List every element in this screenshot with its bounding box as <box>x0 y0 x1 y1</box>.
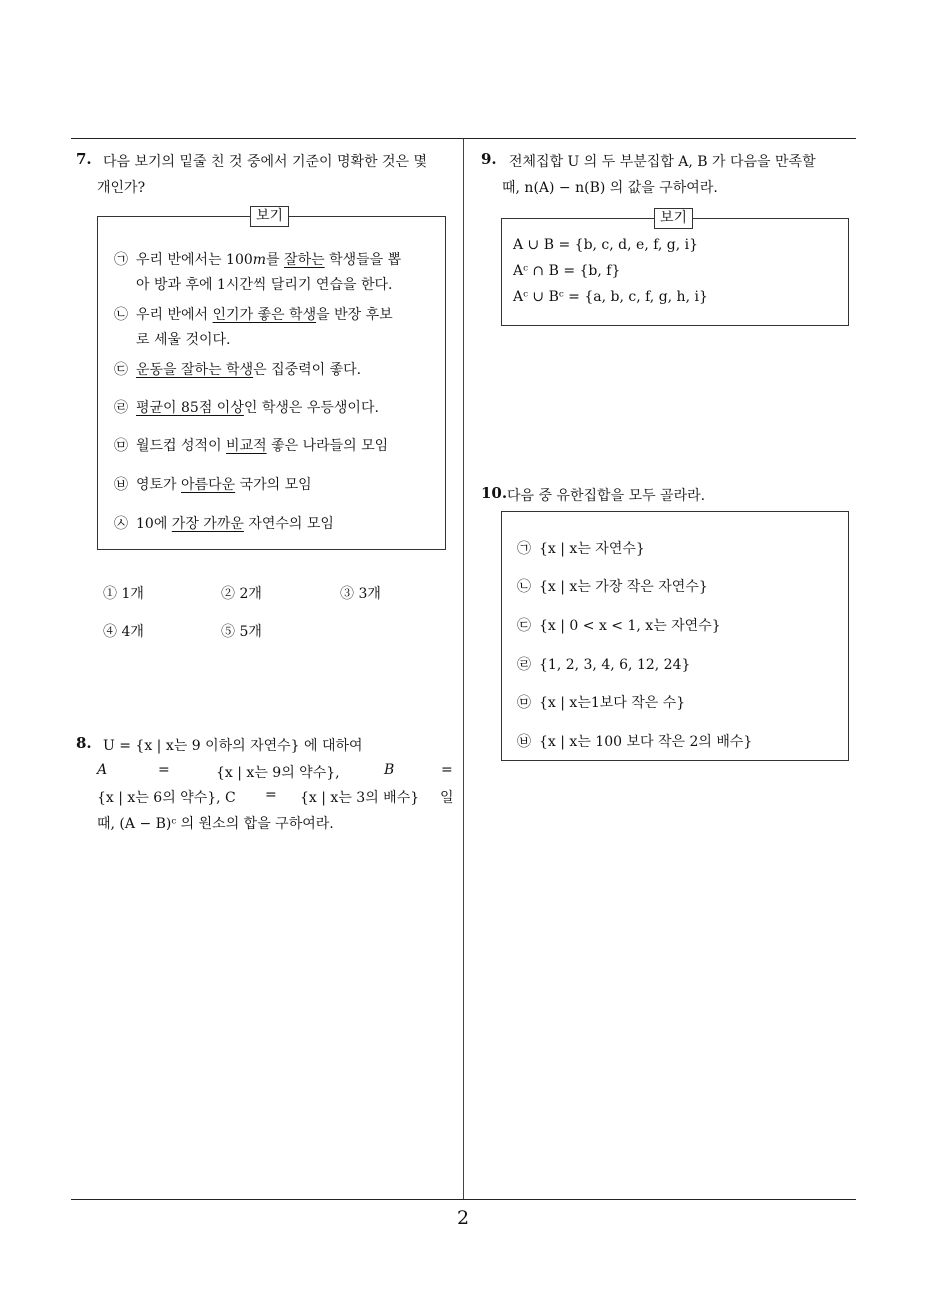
condition-line: Aᶜ ∩ B = {b, f} <box>513 263 621 279</box>
example-box-title: 보기 <box>654 208 693 229</box>
list-item-continuation: 로 세울 것이다. <box>136 332 231 348</box>
condition-line: Aᶜ ∪ Bᶜ = {a, b, c, f, g, h, i} <box>513 289 708 305</box>
item-mark: ㉥ <box>114 477 128 493</box>
example-box-title: 보기 <box>250 206 289 227</box>
question-stem-line-1: 다음 보기의 밑줄 친 것 중에서 기준이 명확한 것은 몇 <box>103 154 428 170</box>
underlined-phrase: 인기가 좋은 학생 <box>212 307 317 323</box>
list-item: ㉢ 운동을 잘하는 학생은 집중력이 좋다. <box>114 359 361 379</box>
underlined-phrase: 비교적 <box>226 438 267 454</box>
underlined-phrase: 평균이 85점 이상 <box>136 400 244 416</box>
question-number: 8. <box>76 734 92 752</box>
item-mark: ㉠ <box>517 541 531 557</box>
item-mark: ㉢ <box>114 362 128 378</box>
question-number: 7. <box>76 150 92 168</box>
answer-choice-3[interactable]: ③ 3개 <box>340 586 381 602</box>
answer-choice-5[interactable]: ⑤ 5개 <box>221 624 262 640</box>
list-item[interactable]: ㉣ {1, 2, 3, 4, 6, 12, 24} <box>517 654 690 674</box>
list-item[interactable]: ㉢ {x | 0 < x < 1, x는 자연수} <box>517 615 721 635</box>
answer-choice-1[interactable]: ① 1개 <box>103 586 144 602</box>
list-item[interactable]: ㉠ {x | x는 자연수} <box>517 538 645 558</box>
item-mark: ㉡ <box>517 579 531 595</box>
item-mark: ㉤ <box>517 695 531 711</box>
underlined-phrase: 아름다운 <box>181 477 236 493</box>
question-number: 9. <box>481 150 497 168</box>
condition-line: A ∪ B = {b, c, d, e, f, g, i} <box>513 237 699 253</box>
list-item[interactable]: ㉤ {x | x는1보다 작은 수} <box>517 692 685 712</box>
list-item: ㉡ 우리 반에서 인기가 좋은 학생을 반장 후보 <box>114 304 393 324</box>
column-divider <box>463 139 464 1199</box>
list-item[interactable]: ㉡ {x | x는 가장 작은 자연수} <box>517 576 708 596</box>
underlined-phrase: 잘하는 <box>284 252 325 268</box>
item-mark: ㉢ <box>517 618 531 634</box>
list-item[interactable]: ㉥ {x | x는 100 보다 작은 2의 배수} <box>517 731 752 751</box>
item-mark: ㉠ <box>114 252 128 268</box>
list-item: ㉣ 평균이 85점 이상인 학생은 우등생이다. <box>114 397 379 417</box>
list-item: ㉠ 우리 반에서는 100m를 잘하는 학생들을 뽑 <box>114 249 401 269</box>
item-mark: ㉡ <box>114 307 128 323</box>
question-stem-line-2: 때, n(A) − n(B) 의 값을 구하여라. <box>502 180 718 196</box>
answer-choice-4[interactable]: ④ 4개 <box>103 624 144 640</box>
item-mark: ㉤ <box>114 438 128 454</box>
question-stem: 다음 중 유한집합을 모두 골라라. <box>507 488 706 504</box>
list-item-continuation: 아 방과 후에 1시간씩 달리기 연습을 한다. <box>136 277 393 293</box>
question-stem-line-1: 전체집합 U 의 두 부분집합 A, B 가 다음을 만족할 <box>509 154 816 170</box>
bottom-rule <box>71 1199 856 1200</box>
item-mark: ㉦ <box>114 516 128 532</box>
list-item: ㉦ 10에 가장 가까운 자연수의 모임 <box>114 513 334 533</box>
underlined-phrase: 운동을 잘하는 학생 <box>136 362 254 378</box>
list-item: ㉥ 영토가 아름다운 국가의 모임 <box>114 474 312 494</box>
item-mark: ㉣ <box>114 400 128 416</box>
question-stem-line-2: 개인가? <box>97 180 146 196</box>
question-stem-line-4: 때, (A − B)ᶜ 의 원소의 합을 구하여라. <box>97 816 334 832</box>
item-mark: ㉥ <box>517 734 531 750</box>
page-number: 2 <box>456 1207 470 1229</box>
answer-choice-2[interactable]: ② 2개 <box>221 586 262 602</box>
question-stem-line-1: U = {x | x는 9 이하의 자연수} 에 대하여 <box>103 738 363 754</box>
item-mark: ㉣ <box>517 657 531 673</box>
underlined-phrase: 가장 가까운 <box>171 516 244 532</box>
question-number: 10. <box>481 484 508 502</box>
list-item: ㉤ 월드컵 성적이 비교적 좋은 나라들의 모임 <box>114 435 388 455</box>
